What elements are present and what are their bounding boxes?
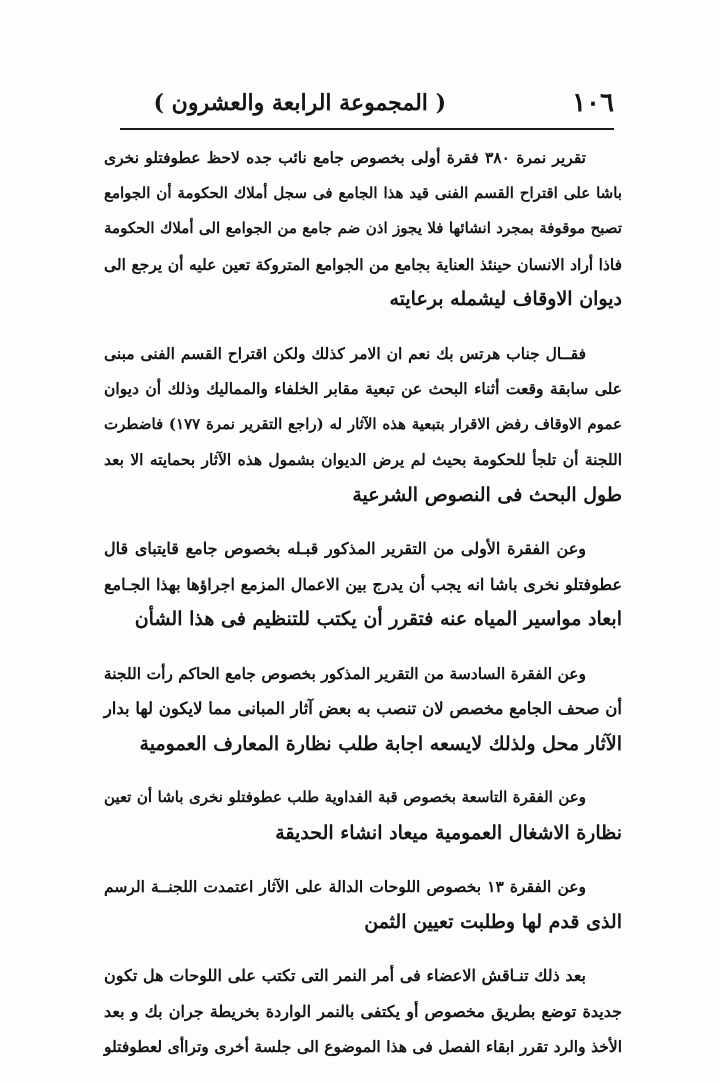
running-title: ( المجموعة الرابعة والعشرون )	[153, 90, 446, 116]
text-line: جديدة توضع بطريق مخصوص أو يكتفى بالنمر الواردة بخريطة جران بك و بعد	[104, 1001, 622, 1021]
paragraph-7	[104, 958, 622, 1065]
paragraph-5	[104, 780, 622, 851]
text-line: وعن الفقرة الأولى من التقرير المذكور قبـله بخصوص جامع قايتباى قال	[104, 539, 586, 558]
paragraph-4	[104, 656, 622, 763]
text-line: طول البحث فى النصوص الشرعية	[352, 483, 622, 506]
text-line: فقــال جناب هرتس بك نعم ان الامر كذلك ولكن اقتراح القسم الفنى مبنى	[104, 343, 586, 363]
text-line: وعن الفقرة التاسعة بخصوص قبة الفداوية طلب عطوفتلو نخرى باشا أن تعين	[104, 788, 586, 806]
text-line: أن صحف الجامع مخصص لان تنصب به بعض آثار المبانى مما لايكون لها بدار	[103, 699, 622, 718]
text-line: ابعاد مواسير المياه عنه فتقرر أن يكتب للتنظيم فى هذا الشأن	[134, 608, 622, 630]
paragraph-6	[104, 869, 622, 940]
paragraph-3	[104, 531, 622, 638]
text-line: ديوان الاوقاف ليشمله برعايته	[389, 288, 622, 310]
text-line: عموم الاوقاف رفض الاقرار بتبعية هذه الآثار له (راجع التقرير نمرة ١٧٧) فاضطرت	[104, 414, 622, 433]
text-line: تصبح موقوفة بمجرد انشائها فلا يجوز اذن ضم جامع من الجوامع الى أملاك الحكومة	[104, 219, 622, 237]
page-header	[120, 88, 614, 124]
paragraph-1	[104, 140, 622, 318]
text-line: وعن الفقرة السادسة من التقرير المذكور بخصوص جامع الحاكم رأت اللجنة	[103, 663, 586, 683]
text-line: عطوفتلو نخرى باشا انه يجب أن يدرج بين الاعمال المزمع اجراؤها بهذا الجـامع	[104, 574, 622, 594]
text-line: الذى قدم لها وطلبت تعيين الثمن	[364, 910, 622, 933]
text-line: بعد ذلك تنـاقش الاعضاء فى أمر النمر التى تكتب على اللوحات هل تكون	[104, 966, 586, 985]
page-number: ١٠٦	[572, 88, 614, 118]
text-line: الآثار محل ولذلك لايسعه اجابة طلب نظارة المعارف العمومية	[139, 732, 622, 755]
text-line: اللجنة أن تلجأ للحكومة بحيث لم يرض الديوان بشمول هذه الآثار بحمايته الا بعد	[104, 450, 622, 469]
text-line: فاذا أراد الانسان حينئذ العناية بجامع من الجوامع المتروكة تعين عليه أن يرجع الى	[104, 254, 622, 274]
text-line: تقرير نمرة ٣٨٠ فقرة أولى بخصوص جامع نائب جده لاحظ عطوفتلو نخرى	[104, 148, 586, 167]
body-text	[104, 140, 622, 1083]
text-line: وعن الفقرة ١٣ بخصوص اللوحات الدالة على الآثار اعتمدت اللجنــة الرسم	[104, 877, 586, 896]
paragraph-2	[104, 336, 622, 514]
header-rule	[120, 128, 614, 130]
text-line: على سابقة وقعت أثناء البحث عن تبعية مقابر الخلفاء والمماليك وذلك أن ديوان	[104, 379, 622, 398]
text-line: باشا على اقتراح القسم الفنى قيد هذا الجامع فى سجل أملاك الحكومة أن الجوامع	[104, 183, 622, 202]
text-line: نظارة الاشغال العمومية ميعاد انشاء الحديقة	[275, 821, 622, 844]
text-line: الأخذ والرد تقرر ابقاء الفصل فى هذا الموضوع الى جلسة أخرى وتراأى لعطوفتلو	[104, 1037, 622, 1056]
